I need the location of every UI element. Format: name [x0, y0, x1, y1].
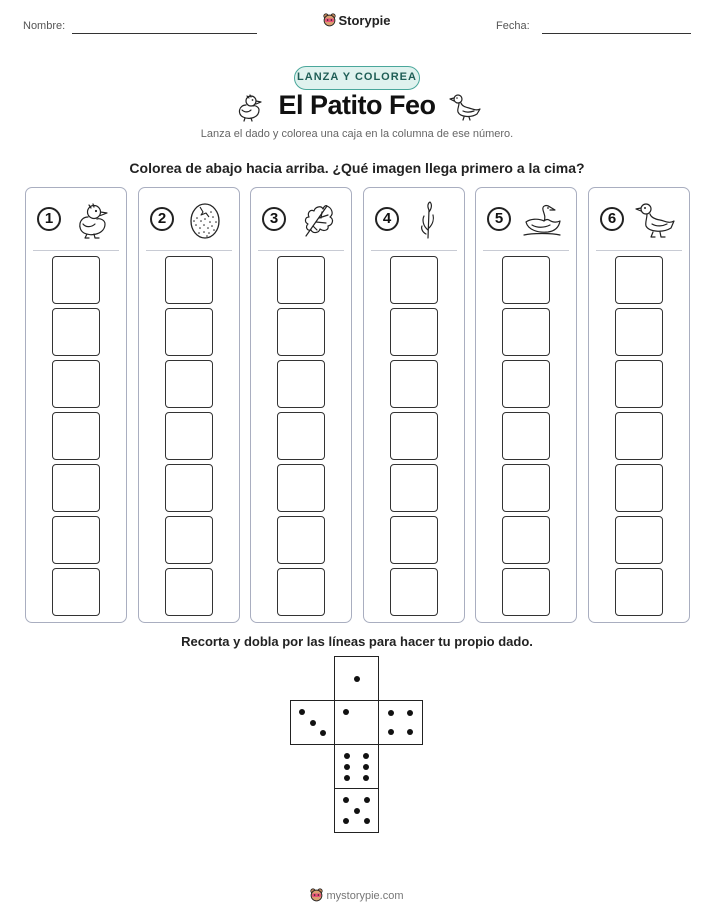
column-2 — [138, 187, 240, 623]
leaf-icon — [297, 200, 337, 240]
color-box[interactable] — [615, 412, 663, 460]
column-divider — [371, 250, 457, 251]
color-box[interactable] — [615, 464, 663, 512]
color-box[interactable] — [390, 464, 438, 512]
date-line — [542, 33, 691, 34]
pip — [344, 764, 350, 770]
pip — [299, 709, 305, 715]
pip — [354, 676, 360, 682]
color-box[interactable] — [502, 256, 550, 304]
duckling-icon — [72, 200, 112, 240]
color-box[interactable] — [277, 308, 325, 356]
dice-face-5 — [334, 788, 379, 833]
color-box[interactable] — [52, 360, 100, 408]
column-5 — [475, 187, 577, 623]
column-header — [26, 188, 126, 250]
color-box[interactable] — [52, 568, 100, 616]
color-box[interactable] — [502, 412, 550, 460]
dice-face-4 — [378, 700, 423, 745]
color-box[interactable] — [615, 568, 663, 616]
column-6 — [588, 187, 690, 623]
color-box[interactable] — [165, 464, 213, 512]
color-box[interactable] — [52, 256, 100, 304]
column-header — [589, 188, 689, 250]
color-box[interactable] — [615, 256, 663, 304]
color-box[interactable] — [165, 256, 213, 304]
color-box[interactable] — [52, 464, 100, 512]
color-box[interactable] — [277, 516, 325, 564]
column-divider — [483, 250, 569, 251]
color-box[interactable] — [390, 516, 438, 564]
column-header — [364, 188, 464, 250]
dice-face-1 — [334, 700, 379, 745]
color-box[interactable] — [390, 568, 438, 616]
column-number: 1 — [37, 207, 61, 231]
storypie-mascot-icon — [310, 888, 323, 902]
reed-icon — [410, 200, 450, 240]
instruction-dice: Recorta y dobla por las líneas para hacer tu propio dado. — [181, 634, 533, 649]
dice-face-1 — [334, 656, 379, 701]
column-header — [251, 188, 351, 250]
swan-icon — [520, 200, 564, 240]
brand-logo — [0, 13, 714, 28]
column-number: 5 — [487, 207, 511, 231]
color-box[interactable] — [615, 516, 663, 564]
date-label: Fecha: — [496, 20, 530, 32]
storypie-mascot-icon — [323, 13, 336, 27]
pip — [344, 775, 350, 781]
dice-face-3 — [290, 700, 335, 745]
color-box[interactable] — [615, 308, 663, 356]
pip — [407, 710, 413, 716]
footer — [0, 888, 714, 902]
column-number: 6 — [600, 207, 624, 231]
pip — [363, 753, 369, 759]
duck-icon — [635, 200, 675, 240]
column-divider — [146, 250, 232, 251]
color-box[interactable] — [502, 568, 550, 616]
pip — [343, 818, 349, 824]
color-box[interactable] — [52, 308, 100, 356]
pip — [407, 729, 413, 735]
pip — [310, 720, 316, 726]
column-3 — [250, 187, 352, 623]
color-box[interactable] — [615, 360, 663, 408]
duck-title-icon — [449, 92, 481, 122]
activity-tag: LANZA Y COLOREA — [294, 66, 420, 90]
color-box[interactable] — [390, 308, 438, 356]
color-box[interactable] — [390, 412, 438, 460]
color-box[interactable] — [165, 308, 213, 356]
column-number: 3 — [262, 207, 286, 231]
pip — [343, 797, 349, 803]
color-box[interactable] — [277, 464, 325, 512]
column-header — [139, 188, 239, 250]
color-box[interactable] — [502, 464, 550, 512]
column-number: 2 — [150, 207, 174, 231]
page-title: El Patito Feo — [278, 90, 436, 120]
pip — [344, 753, 350, 759]
pip — [364, 797, 370, 803]
column-divider — [33, 250, 119, 251]
color-box[interactable] — [390, 360, 438, 408]
footer-url[interactable]: mystorypie.com — [326, 890, 404, 902]
column-1 — [25, 187, 127, 623]
column-4 — [363, 187, 465, 623]
color-box[interactable] — [277, 256, 325, 304]
subtitle: Lanza el dado y colorea una caja en la columna de ese número. — [200, 128, 514, 140]
column-divider — [596, 250, 682, 251]
color-box[interactable] — [390, 256, 438, 304]
column-header — [476, 188, 576, 250]
instruction-color: Colorea de abajo hacia arriba. ¿Qué imagen llega primero a la cima? — [129, 160, 585, 176]
pip — [388, 710, 394, 716]
color-box[interactable] — [52, 412, 100, 460]
pip — [363, 775, 369, 781]
column-divider — [258, 250, 344, 251]
color-box[interactable] — [277, 412, 325, 460]
name-label: Nombre: — [23, 20, 66, 32]
dice-face-6 — [334, 744, 379, 789]
color-box[interactable] — [277, 360, 325, 408]
color-box[interactable] — [502, 308, 550, 356]
cracked-egg-icon — [185, 200, 225, 240]
pip — [363, 764, 369, 770]
color-box[interactable] — [502, 516, 550, 564]
color-box[interactable] — [165, 516, 213, 564]
pip — [320, 730, 326, 736]
column-number: 4 — [375, 207, 399, 231]
color-box[interactable] — [52, 516, 100, 564]
pip — [388, 729, 394, 735]
color-box[interactable] — [165, 360, 213, 408]
brand-name: Storypie — [338, 13, 391, 28]
color-box[interactable] — [165, 412, 213, 460]
color-box[interactable] — [277, 568, 325, 616]
pip — [364, 818, 370, 824]
pip — [354, 808, 360, 814]
pip — [343, 709, 349, 715]
name-line — [72, 33, 257, 34]
color-box[interactable] — [165, 568, 213, 616]
color-box[interactable] — [502, 360, 550, 408]
